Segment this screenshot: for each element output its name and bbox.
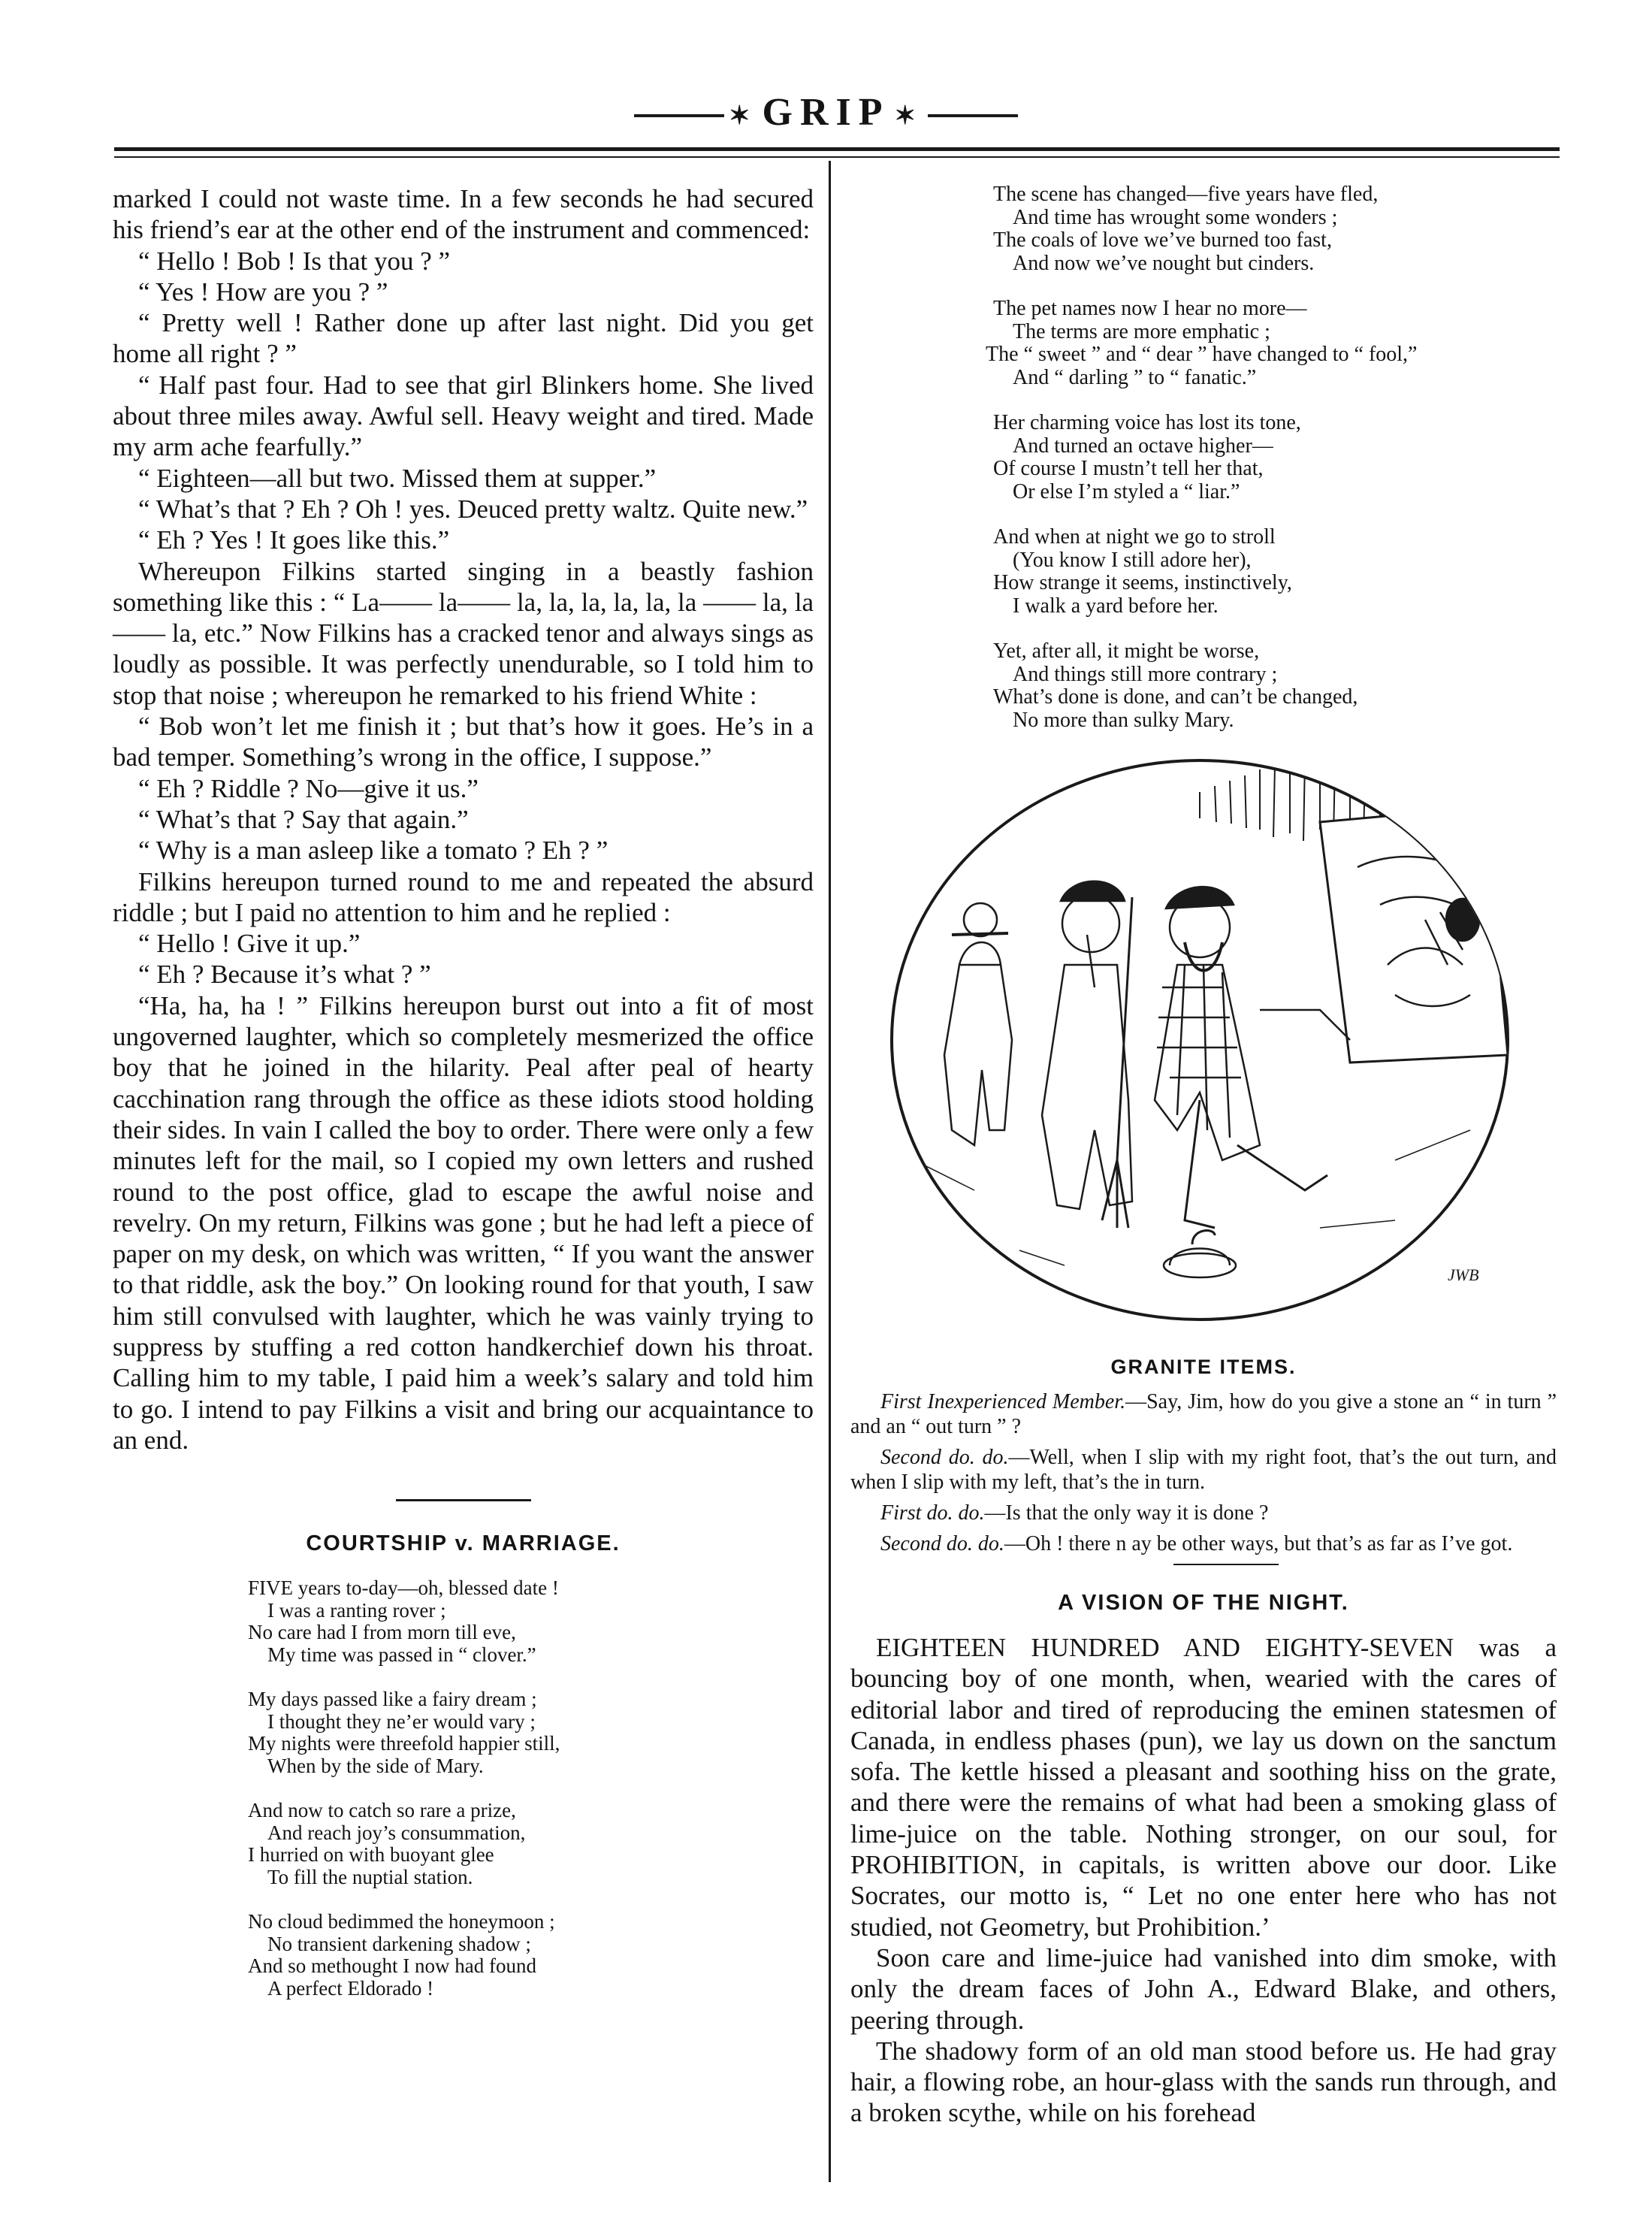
- vision-paragraph: [850, 1942, 1557, 2036]
- curling-illustration: [850, 732, 1557, 1326]
- poem-title: COURTSHIP v. MARRIAGE.: [306, 1531, 621, 1556]
- granite-item: [850, 1531, 1557, 1556]
- granite-speaker: Second do. do.: [880, 1532, 1004, 1555]
- granite-text: —Oh ! there n ay be other ways, but that’s as far as I’ve got.: [1004, 1532, 1513, 1555]
- poem-line: And reach joy’s consummation,: [267, 1821, 526, 1844]
- story-paragraph: “ Yes ! How are you ? ”: [138, 277, 388, 307]
- section-divider: [396, 1499, 531, 1501]
- poem-line: Yet, after all, it might be worse,: [993, 639, 1260, 663]
- story-paragraph: “ Why is a man asleep like a tomato ? Eh ? ”: [138, 836, 609, 866]
- poem-line: No cloud bedimmed the honeymoon ;: [248, 1910, 555, 1933]
- story-paragraph: “Ha, ha, ha ! ” Filkins hereupon burst out into a fit of most ungoverned laughter, which so completely mesmerized the office boy that he joined in the hilarity. Peal after peal of hearty cacchination rang through the office as these idiots stood holding their sides. In vain I called the boy to order. There were only a few minutes left for the mail, so I copied my own letters and rushed round to the post office, glad to escape the awful noise and revelry. On my return, Filkins was gone ; but he had left a piece of paper on my desk, on which was written, “ If you want the answer to that riddle, ask the boy.” On looking round for that youth, I saw him still convulsed with laughter, which he was vainly trying to suppress by stuffing a red cotton handkerchief down his throat. Calling him to my table, I paid him a week’s salary and told him to go. I intend to pay Filkins a visit and bring our acquaintance to an end.: [113, 990, 814, 1455]
- poem-stanza: [993, 412, 1557, 503]
- poem-stanza: [993, 183, 1557, 275]
- poem-stanza: [248, 1911, 814, 2000]
- masthead-title: GRIP: [762, 91, 890, 134]
- story-paragraph: Filkins hereupon turned round to me and repeated the absurd riddle ; but I paid no attention to him and he replied :: [113, 866, 814, 927]
- poem-line: When by the side of Mary.: [267, 1754, 484, 1777]
- poem-marriage: [986, 183, 1557, 732]
- vision-paragraph: [850, 2036, 1557, 2129]
- story-paragraph: “ Half past four. Had to see that girl Blinkers home. She lived about three miles away. Awful sell. Heavy weight and tired. Made my arm ache fearfully.”: [113, 370, 814, 462]
- story-continuation: [113, 183, 814, 1456]
- granite-speaker: Second do. do.: [880, 1446, 1009, 1469]
- story-paragraph: “ Bob won’t let me finish it ; but that’s how it goes. He’s in a bad temper. Something’s wrong in the office, I suppose.”: [113, 712, 814, 772]
- poem-line: No more than sulky Mary.: [1013, 708, 1234, 732]
- poem-stanza: [993, 640, 1557, 732]
- masthead: [0, 90, 1652, 135]
- granite-item: [850, 1445, 1557, 1495]
- poem-line: (You know I still adore her),: [1013, 548, 1252, 572]
- right-column: [850, 183, 1557, 2129]
- story-paragraph: “ Eh ? Because it’s what ? ”: [138, 960, 431, 990]
- poem-line: Of course I mustn’t tell her that,: [993, 457, 1264, 480]
- poem-line: The terms are more emphatic ;: [1013, 319, 1270, 343]
- story-paragraph: “ Eh ? Yes ! It goes like this.”: [138, 525, 450, 555]
- poem-line: A perfect Eldorado !: [267, 1976, 434, 2000]
- vision-title: A VISION OF THE NIGHT.: [1058, 1591, 1349, 1615]
- header-rule-thin: [114, 156, 1560, 158]
- poem-line: Her charming voice has lost its tone,: [993, 411, 1301, 434]
- poem-line: I thought they ne’er would vary ;: [267, 1709, 536, 1733]
- star-ornament-icon: ✶: [729, 102, 758, 131]
- poem-stanza: [986, 297, 1557, 389]
- poem-line: My nights were threefold happier still,: [248, 1732, 560, 1755]
- poem-line: And turned an octave higher—: [1013, 434, 1273, 458]
- poem-line: Or else I’m styled a “ liar.”: [1013, 479, 1240, 503]
- poem-line: And time has wrought some wonders ;: [1013, 205, 1338, 229]
- vision-text: was a bouncing boy of one month, when, wearied with the cares of editorial labor and tired of reproducing the eminen statesmen of Canada, in endless phases (pun), we lay us down on the sanctum sofa. The kettle hissed a pleasant and soothing hiss on the grate, and there were the remains of what had been a smoking glass of lime-juice on the table. Nothing stronger, on our soul, for PROHIBITION, in capitals, is written above our door. Like Socrates, our motto is, “ Let no one enter here who has not studied, not Geometry, but Prohibition.’: [850, 1633, 1557, 1942]
- story-paragraph: “ Hello ! Give it up.”: [138, 929, 361, 959]
- story-paragraph: “ Eighteen—all but two. Missed them at supper.”: [138, 463, 657, 493]
- poem-line: And when at night we go to stroll: [993, 525, 1276, 549]
- granite-text: —Well, when I slip with my right foot, that’s the out turn, and when I slip with my left, that’s the in turn.: [850, 1446, 1557, 1494]
- poem-stanza: [248, 1688, 814, 1777]
- poem-courtship: [248, 1577, 814, 2000]
- granite-text: —Is that the only way it is done ?: [984, 1501, 1269, 1525]
- granite-text: —Say, Jim, how do you give a stone an “ in turn ” and an “ out turn ” ?: [850, 1390, 1557, 1438]
- granite-speaker: First Inexperienced Member.: [880, 1390, 1126, 1413]
- story-paragraph: “ Pretty well ! Rather done up after last night. Did you get home all right ? ”: [113, 308, 814, 369]
- poem-line: My days passed like a fairy dream ;: [248, 1688, 537, 1711]
- story-paragraph: marked I could not waste time. In a few seconds he had secured his friend’s ear at the other end of the instrument and commenced:: [113, 184, 814, 245]
- vision-lead: EIGHTEEN HUNDRED AND EIGHTY-SEVEN: [876, 1633, 1454, 1662]
- vision-text: Soon care and lime-juice had vanished into dim smoke, with only the dream faces of John A., Edward Blake, and others, peering through.: [850, 1942, 1557, 2035]
- poem-line: I walk a yard before her.: [1013, 594, 1219, 618]
- masthead-rule-right: [928, 114, 1018, 117]
- granite-item: [850, 1501, 1557, 1525]
- granite-title: GRANITE ITEMS.: [1110, 1356, 1297, 1378]
- artist-signature: JWB: [1448, 1265, 1479, 1284]
- star-ornament-icon: ✶: [894, 102, 923, 131]
- poem-line: And so methought I now had found: [248, 1954, 536, 1978]
- story-paragraph: “ What’s that ? Eh ? Oh ! yes. Deuced pretty waltz. Quite new.”: [138, 494, 808, 524]
- granite-items: [850, 1389, 1557, 1556]
- poem-line: The “ sweet ” and “ dear ” have changed to “ fool,”: [986, 343, 1418, 366]
- poem-stanza: [248, 1577, 814, 1666]
- story-paragraph: “ Hello ! Bob ! Is that you ? ”: [138, 246, 451, 276]
- section-divider: [1173, 1564, 1279, 1565]
- poem-line: The scene has changed—five years have fled,: [993, 183, 1379, 206]
- story-paragraph: “ What’s that ? Say that again.”: [138, 804, 469, 834]
- poem-line: And now we’ve nought but cinders.: [1013, 251, 1315, 275]
- vision-paragraph: [850, 1632, 1557, 1942]
- poem-line: The pet names now I hear no more—: [993, 297, 1307, 320]
- masthead-rule-left: [634, 114, 724, 117]
- poem-line: And things still more contrary ;: [1013, 662, 1278, 686]
- poem-line: What’s done is done, and can’t be changed,: [993, 685, 1358, 709]
- poem-line: I hurried on with buoyant glee: [248, 1843, 494, 1867]
- poem-line: To fill the nuptial station.: [267, 1865, 473, 1888]
- column-divider: [829, 161, 831, 2182]
- vision-text: The shadowy form of an old man stood before us. He had gray hair, a flowing robe, an hour-glass with the sands run through, and a broken scythe, while on his forehead: [850, 2036, 1557, 2128]
- curling-scene-image: [869, 739, 1530, 1326]
- poem-line: And “ darling ” to “ fanatic.”: [1013, 365, 1257, 389]
- left-column: [113, 183, 814, 2022]
- poem-line: The coals of love we’ve burned too fast,: [993, 228, 1332, 252]
- poem-stanza: [993, 526, 1557, 618]
- poem-stanza: [248, 1800, 814, 1888]
- header-rule-thick: [114, 147, 1560, 151]
- story-paragraph: Whereupon Filkins started singing in a beastly fashion something like this : “ La—— la—— la, la, la, la, la, la —— la, la—— la, etc.” Now Filkins has a cracked tenor and always sings as loudly as possible. It was perfectly unendurable, so I told him to stop that noise ; whereupon he remarked to his friend White :: [113, 556, 814, 710]
- poem-line: FIVE years to-day—oh, blessed date !: [248, 1576, 559, 1600]
- poem-line: No care had I from morn till eve,: [248, 1621, 516, 1644]
- story-paragraph: “ Eh ? Riddle ? No—give it us.”: [138, 773, 479, 803]
- granite-item: [850, 1389, 1557, 1439]
- vision-article: [850, 1632, 1557, 2129]
- poem-line: How strange it seems, instinctively,: [993, 571, 1292, 594]
- granite-speaker: First do. do.: [880, 1501, 985, 1525]
- poem-line: I was a ranting rover ;: [267, 1598, 446, 1622]
- poem-line: No transient darkening shadow ;: [267, 1932, 531, 1955]
- poem-line: And now to catch so rare a prize,: [248, 1799, 516, 1822]
- poem-line: My time was passed in “ clover.”: [267, 1643, 536, 1666]
